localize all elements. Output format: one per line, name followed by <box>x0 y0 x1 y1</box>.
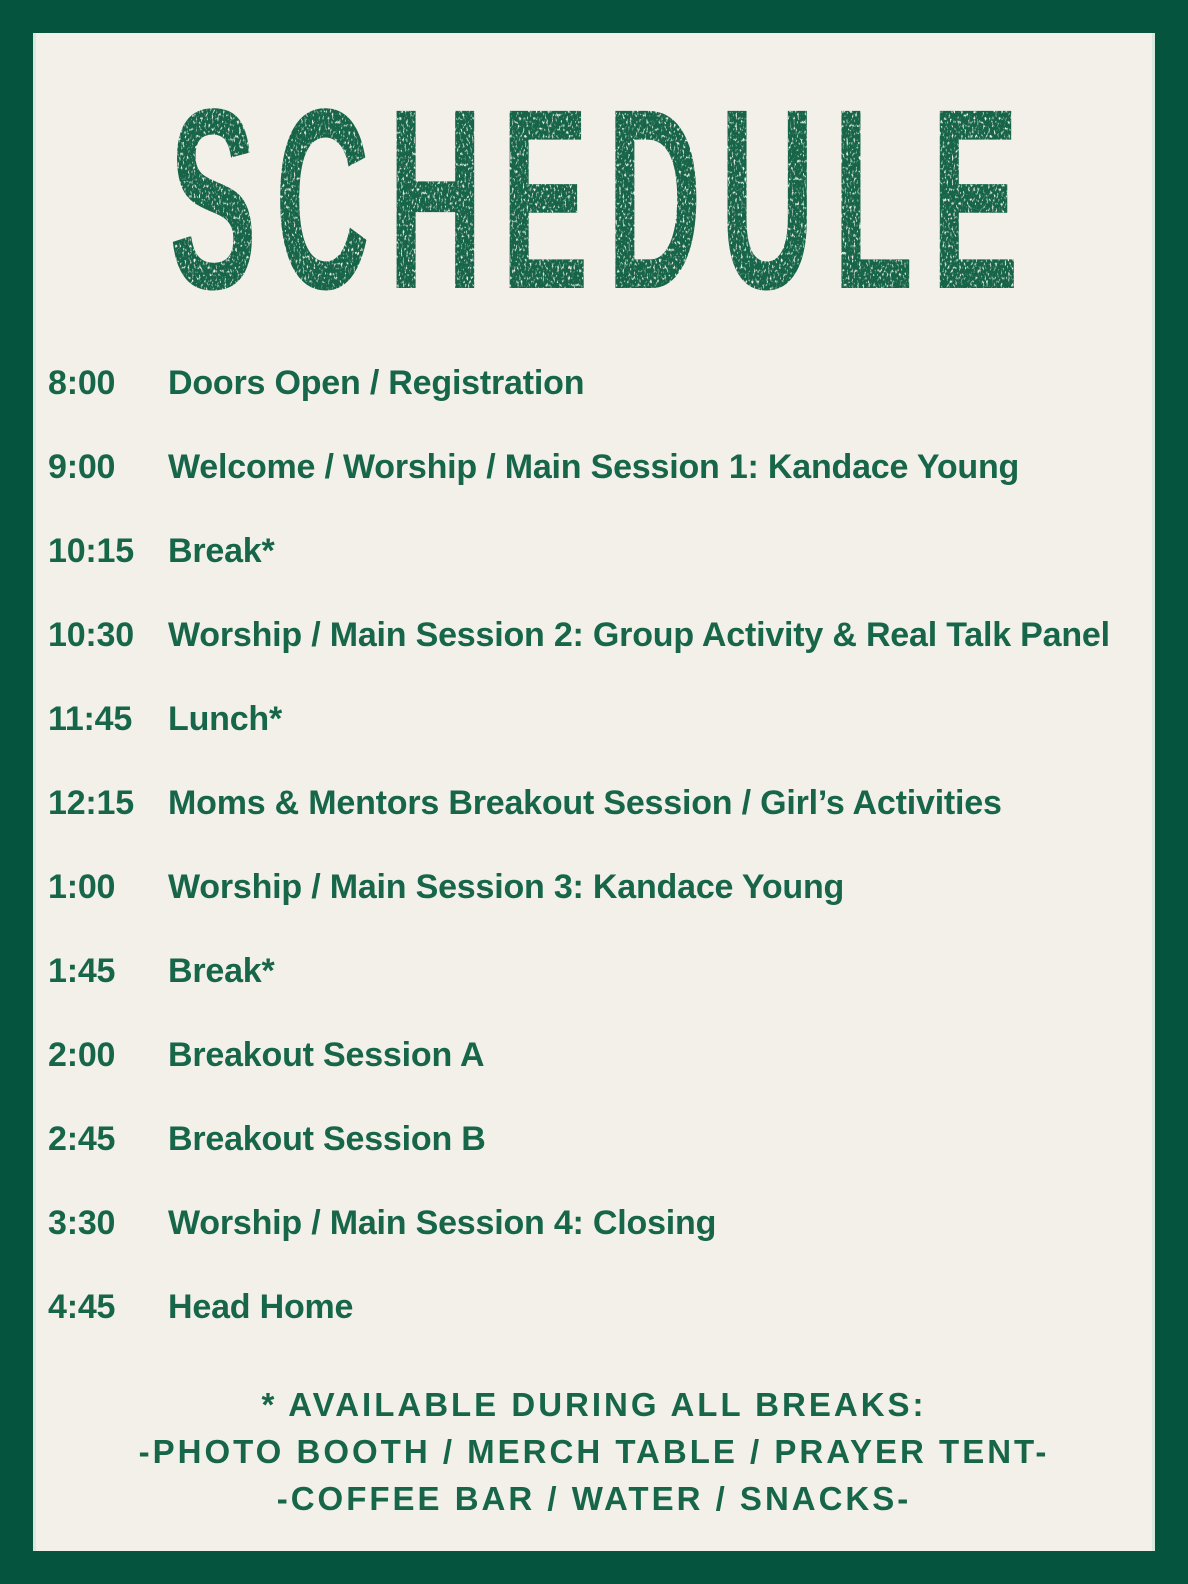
schedule-event: Doors Open / Registration <box>168 364 585 402</box>
title-art <box>154 93 1034 293</box>
schedule-event: Welcome / Worship / Main Session 1: Kandace Young <box>168 448 1020 486</box>
schedule-time: 1:45 <box>48 952 116 990</box>
footer-line-3: -COFFEE BAR / WATER / SNACKS- <box>276 1480 912 1517</box>
schedule-row <box>48 1201 1132 1245</box>
schedule-row <box>48 781 1132 825</box>
schedule-event: Head Home <box>168 1288 354 1326</box>
schedule-row <box>48 613 1132 657</box>
schedule-time: 3:30 <box>48 1204 116 1242</box>
schedule-time: 1:00 <box>48 868 116 906</box>
schedule-row <box>48 445 1132 489</box>
schedule-event: Breakout Session A <box>168 1036 485 1074</box>
schedule-time: 8:00 <box>48 364 116 402</box>
schedule-event: Worship / Main Session 2: Group Activity & Real Talk Panel <box>168 616 1110 654</box>
schedule-row <box>48 529 1132 573</box>
schedule-time: 12:15 <box>48 784 134 822</box>
schedule-time: 4:45 <box>48 1288 116 1326</box>
schedule-row <box>48 865 1132 909</box>
schedule-time: 10:30 <box>48 616 134 654</box>
title-block <box>36 93 1152 298</box>
schedule-row <box>48 949 1132 993</box>
schedule-event: Breakout Session B <box>168 1120 486 1158</box>
schedule-row <box>48 1033 1132 1077</box>
schedule-event: Break* <box>168 532 275 570</box>
schedule-row <box>48 697 1132 741</box>
page-title: SCHEDULE <box>169 93 1019 293</box>
schedule-row <box>48 361 1132 405</box>
footer-line-2: -PHOTO BOOTH / MERCH TABLE / PRAYER TENT- <box>138 1433 1050 1470</box>
schedule-event: Lunch* <box>168 700 283 738</box>
schedule-event: Moms & Mentors Breakout Session / Girl’s Activities <box>168 784 1002 822</box>
schedule-row <box>48 1117 1132 1161</box>
poster-background <box>33 33 1155 1551</box>
schedule-time: 11:45 <box>48 700 133 738</box>
schedule-event: Worship / Main Session 3: Kandace Young <box>168 868 845 906</box>
schedule-row <box>48 1285 1132 1329</box>
footer-note <box>36 1381 1152 1522</box>
schedule-time: 10:15 <box>48 532 134 570</box>
schedule-time: 2:00 <box>48 1036 116 1074</box>
schedule-event: Worship / Main Session 4: Closing <box>168 1204 717 1242</box>
schedule-time: 9:00 <box>48 448 116 486</box>
footer-line-1: * AVAILABLE DURING ALL BREAKS: <box>261 1386 927 1423</box>
schedule-list <box>48 361 1132 1329</box>
schedule-time: 2:45 <box>48 1120 116 1158</box>
schedule-event: Break* <box>168 952 275 990</box>
